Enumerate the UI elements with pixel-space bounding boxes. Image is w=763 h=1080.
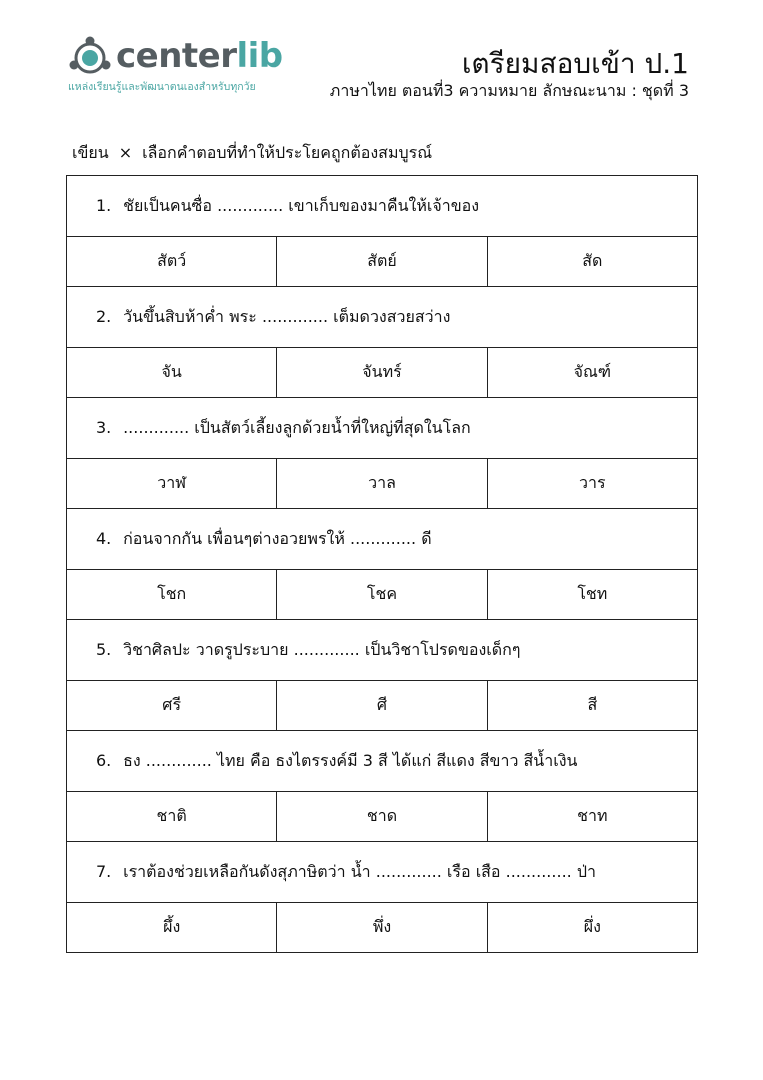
centerlib-logo xyxy=(66,34,286,98)
question-row xyxy=(67,509,698,570)
choice-row xyxy=(67,903,698,953)
choice-row xyxy=(67,792,698,842)
question-cell xyxy=(67,620,698,681)
choice-cell[interactable]: โชค xyxy=(277,570,487,620)
choice-cell[interactable]: ผึ่ง xyxy=(487,903,697,953)
question-text: ชัยเป็นคนซื่อ ............. เขาเก็บของมาคืนให้เจ้าของ xyxy=(123,195,480,215)
choice-cell[interactable]: โชก xyxy=(67,570,277,620)
question-text: ก่อนจากกัน เพื่อนๆต่างอวยพรให้ ............. ดี xyxy=(123,528,432,548)
question-number: 2. xyxy=(96,306,112,326)
question-cell xyxy=(67,176,698,237)
logo-wordmark: centerlib xyxy=(116,36,283,76)
choice-row xyxy=(67,570,698,620)
choice-cell[interactable]: ชาด xyxy=(277,792,487,842)
choice-row xyxy=(67,237,698,287)
choice-cell[interactable]: โชท xyxy=(487,570,697,620)
molecule-logo-icon xyxy=(66,34,114,82)
choice-cell[interactable]: ศี xyxy=(277,681,487,731)
choice-cell[interactable]: ชาท xyxy=(487,792,697,842)
choice-cell[interactable]: ศรี xyxy=(67,681,277,731)
logo-tagline: แหล่งเรียนรู้และพัฒนาตนเองสำหรับทุกวัย xyxy=(68,81,256,93)
question-text: วิชาศิลปะ วาดรูประบาย ............. เป็นวิชาโปรดของเด็กๆ xyxy=(123,639,521,659)
instruction-prefix: เขียน xyxy=(72,143,109,162)
choice-cell[interactable]: วาล xyxy=(277,459,487,509)
choice-row xyxy=(67,681,698,731)
question-text: เราต้องช่วยเหลือกันดังสุภาษิตว่า น้ำ ............. เรือ เสือ ............. ป่า xyxy=(123,861,596,881)
question-number: 3. xyxy=(96,417,112,437)
question-row xyxy=(67,176,698,237)
page-title: เตรียมสอบเข้า ป.1 xyxy=(461,47,689,80)
cross-mark-icon: × xyxy=(118,143,133,162)
choice-cell[interactable]: จัณฑ์ xyxy=(487,348,697,398)
question-text: ............. เป็นสัตว์เลี้ยงลูกด้วยน้ำที่ใหญ่ที่สุดในโลก xyxy=(123,417,471,437)
question-number: 5. xyxy=(96,639,112,659)
choice-cell[interactable]: พึ่ง xyxy=(277,903,487,953)
instruction-text: เลือกคำตอบที่ทำให้ประโยคถูกต้องสมบูรณ์ xyxy=(142,143,433,162)
question-text: ธง ............. ไทย คือ ธงไตรรงค์มี 3 สี ได้แก่ สีแดง สีขาว สีน้ำเงิน xyxy=(123,750,578,770)
choice-cell[interactable]: สี xyxy=(487,681,697,731)
choice-cell[interactable]: สัด xyxy=(487,237,697,287)
instruction xyxy=(72,142,432,164)
question-number: 6. xyxy=(96,750,112,770)
choice-cell[interactable]: สัตย์ xyxy=(277,237,487,287)
question-cell xyxy=(67,287,698,348)
question-row xyxy=(67,287,698,348)
page-subtitle: ภาษาไทย ตอนที่3 ความหมาย ลักษณะนาม : ชุดที่ 3 xyxy=(329,81,689,100)
question-row xyxy=(67,620,698,681)
choice-cell[interactable]: วาร xyxy=(487,459,697,509)
question-number: 7. xyxy=(96,861,112,881)
choice-cell[interactable]: สัตว์ xyxy=(67,237,277,287)
choice-row xyxy=(67,348,698,398)
question-row xyxy=(67,398,698,459)
choice-cell[interactable]: ชาติ xyxy=(67,792,277,842)
question-row xyxy=(67,842,698,903)
question-text: วันขึ้นสิบห้าค่ำ พระ ............. เต็มดวงสวยสว่าง xyxy=(123,306,451,326)
question-row xyxy=(67,731,698,792)
question-table xyxy=(66,175,698,953)
question-number: 4. xyxy=(96,528,112,548)
question-cell xyxy=(67,731,698,792)
choice-cell[interactable]: ผึ้ง xyxy=(67,903,277,953)
question-cell xyxy=(67,842,698,903)
choice-cell[interactable]: วาฬ xyxy=(67,459,277,509)
question-cell xyxy=(67,509,698,570)
question-number: 1. xyxy=(96,195,112,215)
choice-cell[interactable]: จันทร์ xyxy=(277,348,487,398)
choice-cell[interactable]: จัน xyxy=(67,348,277,398)
question-cell xyxy=(67,398,698,459)
choice-row xyxy=(67,459,698,509)
